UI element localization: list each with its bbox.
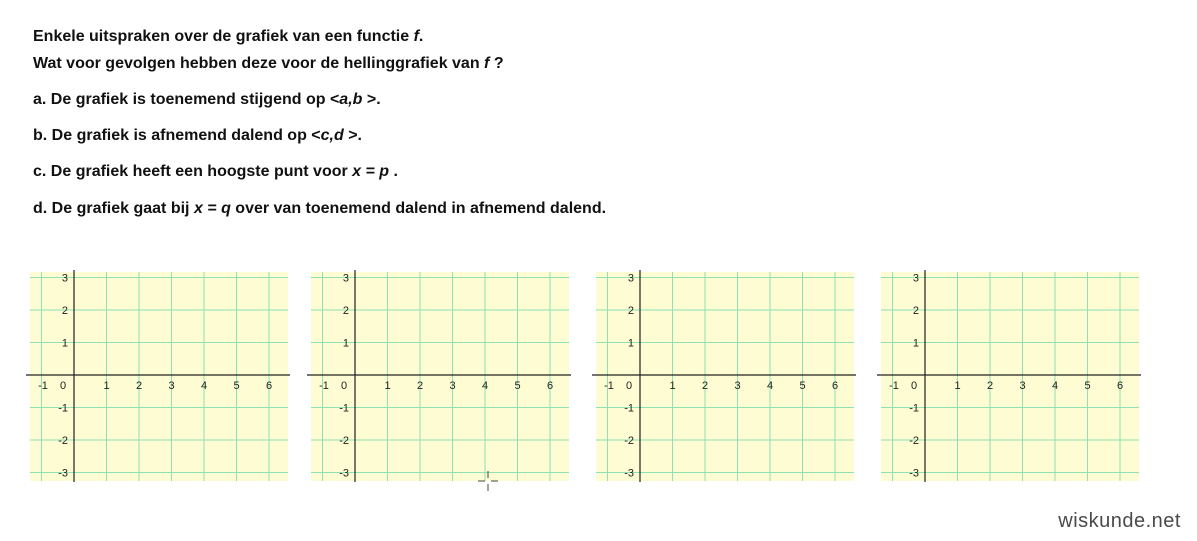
site-logo: wiskunde.net: [1058, 510, 1181, 532]
grid-2-x-tick-label: 3: [449, 380, 456, 392]
grid-2-y-tick-label: -3: [339, 467, 349, 480]
grid-2-background: [311, 272, 569, 481]
grid-4-x-tick-label: 4: [1051, 380, 1059, 392]
grid-4-y-tick-label: 3: [912, 272, 919, 285]
grid-3-y-tick-label: 3: [627, 272, 634, 285]
grid-4-y-tick-label: 2: [912, 305, 919, 317]
grid-2-y-tick-label: -2: [339, 435, 349, 447]
grid-3-y-tick-label: 1: [627, 337, 634, 350]
grid-1-x-tick-label: -1: [38, 380, 48, 392]
grid-1-x-tick-label: 2: [135, 380, 143, 392]
grid-3-x-tick-label: 4: [766, 380, 774, 392]
grid-1-y-tick-label: 1: [61, 337, 68, 350]
grid-4-y-tick-label: -2: [909, 435, 919, 447]
grid-1-x-tick-label: 0: [59, 380, 67, 392]
grid-1-y-tick-label: -2: [58, 435, 68, 447]
grid-2-x-tick-label: 0: [340, 380, 348, 392]
statement-c: c. De grafiek heeft een hoogste punt voor x = p .: [33, 163, 398, 180]
grid-1-y-tick-label: -3: [58, 467, 68, 480]
grid-2-x-tick-label: 5: [514, 380, 521, 392]
grid-4-y-tick-label: -3: [909, 467, 919, 480]
grid-4-x-tick-label: 0: [910, 380, 918, 392]
grid-1-x-tick-label: 5: [233, 380, 240, 392]
grid-2-y-tick-label: 3: [342, 272, 349, 285]
grid-1-y-tick-label: 3: [61, 272, 68, 285]
grid-3-x-tick-label: 2: [701, 380, 709, 392]
grid-4-y-tick-label: 1: [912, 337, 919, 350]
grid-3-x-tick-label: 1: [669, 380, 676, 392]
grid-1-x-tick-label: 1: [103, 380, 110, 392]
grid-3-background: [596, 272, 854, 481]
grid-3-y-tick-label: -2: [624, 435, 634, 447]
grid-1-x-tick-label: 4: [200, 380, 208, 392]
grid-4-x-tick-label: 2: [986, 380, 994, 392]
question-line-2: Wat voor gevolgen hebben deze voor de hellinggrafiek van f ?: [33, 55, 504, 72]
grid-4-y-tick-label: -1: [909, 402, 919, 415]
grid-2-y-tick-label: -1: [339, 402, 349, 415]
grid-2-x-tick-label: -1: [319, 380, 329, 392]
grid-4-x-tick-label: 6: [1116, 380, 1124, 392]
grid-3-x-tick-label: -1: [604, 380, 614, 392]
grid-1-x-tick-label: 3: [168, 380, 175, 392]
grid-3-x-tick-label: 6: [831, 380, 839, 392]
grid-4-background: [881, 272, 1139, 481]
grid-3-y-tick-label: -3: [624, 467, 634, 480]
grid-2-y-tick-label: 1: [342, 337, 349, 350]
grid-3-x-tick-label: 3: [734, 380, 741, 392]
grid-1-x-tick-label: 6: [265, 380, 273, 392]
statement-b: b. De grafiek is afnemend dalend op <c,d >.: [33, 127, 362, 144]
grid-2-x-tick-label: 4: [481, 380, 489, 392]
grid-2-x-tick-label: 2: [416, 380, 424, 392]
statement-d: d. De grafiek gaat bij x = q over van toenemend dalend in afnemend dalend.: [33, 200, 607, 217]
grid-1-background: [30, 272, 288, 481]
grid-4-x-tick-label: 3: [1019, 380, 1026, 392]
grid-1-y-tick-label: 2: [61, 305, 68, 317]
statement-a: a. De grafiek is toenemend stijgend op <a,b >.: [33, 91, 381, 108]
grid-3-x-tick-label: 5: [799, 380, 806, 392]
grid-2-x-tick-label: 1: [384, 380, 391, 392]
grid-3-x-tick-label: 0: [625, 380, 633, 392]
grid-3-y-tick-label: -1: [624, 402, 634, 415]
grid-2-y-tick-label: 2: [342, 305, 349, 317]
crosshair-cursor-icon: [476, 469, 500, 493]
question-line-1: Enkele uitspraken over de grafiek van een functie f.: [33, 28, 424, 45]
grid-4-x-tick-label: -1: [889, 380, 899, 392]
grid-2-x-tick-label: 6: [546, 380, 554, 392]
grid-4-x-tick-label: 5: [1084, 380, 1091, 392]
grid-1-y-tick-label: -1: [58, 402, 68, 415]
grid-4-x-tick-label: 1: [954, 380, 961, 392]
grid-3-y-tick-label: 2: [627, 305, 634, 317]
